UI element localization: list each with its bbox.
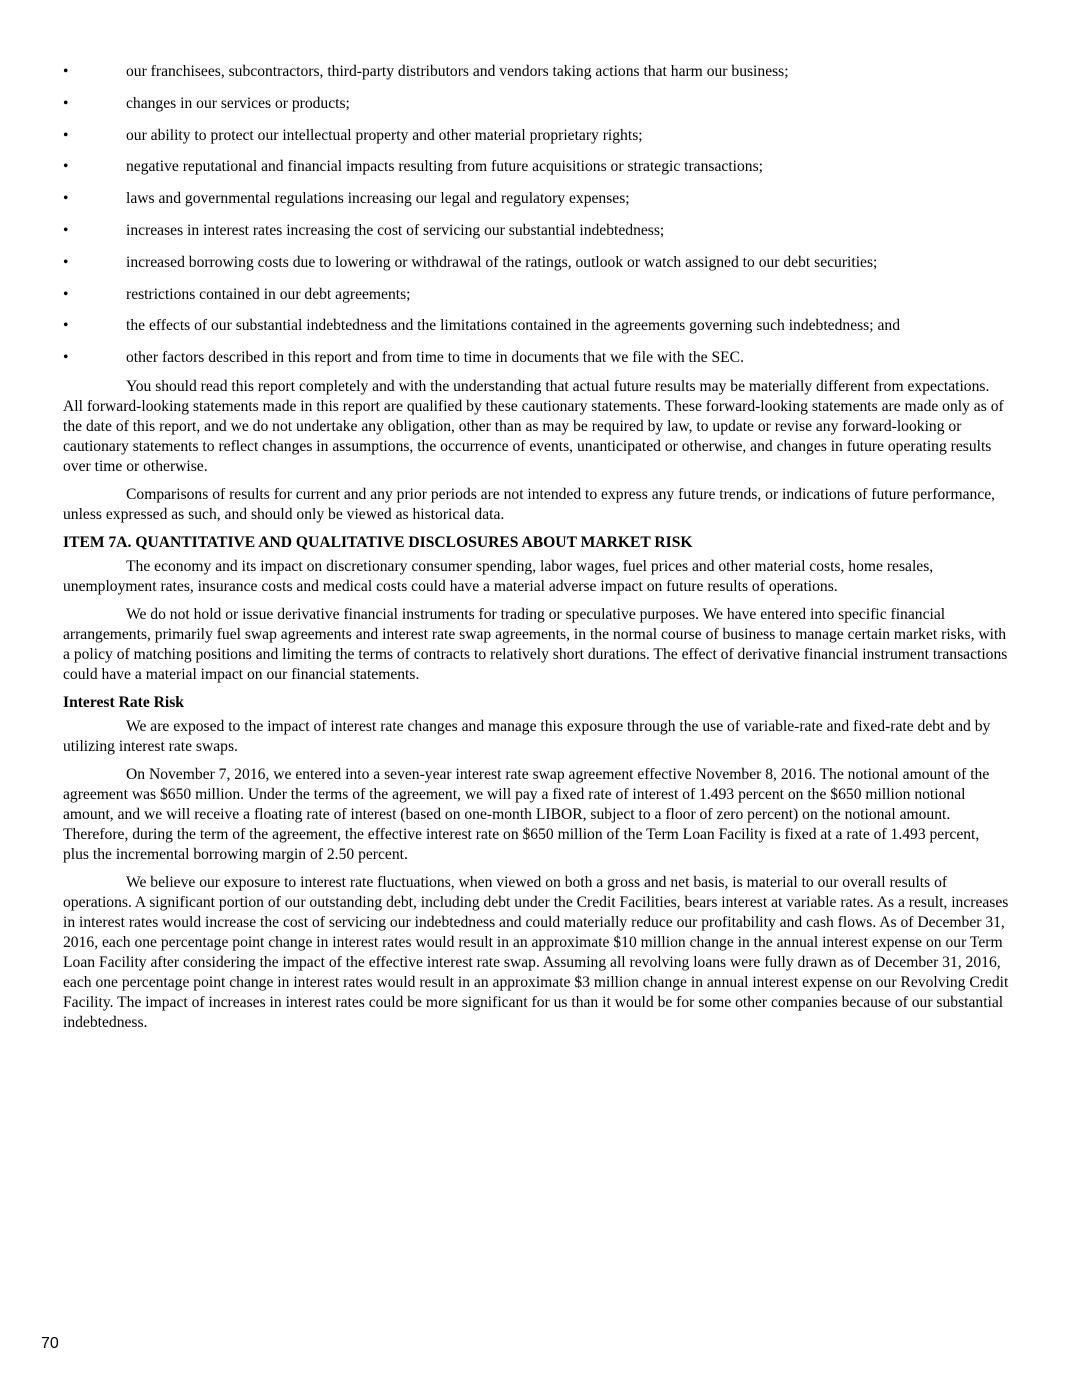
list-item [63, 126, 1009, 146]
bullet-icon: • [63, 317, 69, 335]
paragraph-exposure: We are exposed to the impact of interest rate changes and manage this exposure through the use of variable-rate and fixed-rate debt and by utilizing interest rate swaps. [63, 717, 991, 755]
bullet-icon: • [63, 190, 69, 208]
list-item [63, 62, 1009, 82]
list-item [63, 189, 1009, 209]
paragraph-rate-fluctuations: We believe our exposure to interest rate fluctuations, when viewed on both a gross and net basis, is material to our overall results of operations. A significant portion of our outstanding debt, including debt under the Credit Facilities, bears interest at variable rates. As a result, increases in interest rates would increase the cost of servicing our indebtedness and could materially reduce our profitability and cash flows. As of December 31, 2016, each one percentage point change in interest rates would result in an approximate $10 million change in the annual interest expense on our Term Loan Facility after considering the impact of the effective interest rate swap. Assuming all revolving loans were fully drawn as of December 31, 2016, each one percentage point change in interest rates would result in an approximate $3 million change in annual interest expense on our Revolving Credit Facility. The impact of increases in interest rates could be more significant for us than it would be for some other companies because of our substantial indebtedness. [63, 873, 1009, 1031]
list-item [63, 316, 1009, 336]
bullet-icon: • [63, 94, 69, 112]
bullet-text: restrictions contained in our debt agreements; [126, 285, 411, 303]
list-item [63, 285, 1009, 305]
bullet-text: laws and governmental regulations increasing our legal and regulatory expenses; [126, 190, 630, 208]
document-page [63, 62, 1009, 1041]
bullet-text: negative reputational and financial impacts resulting from future acquisitions or strategic transactions; [126, 158, 763, 176]
page-number: 70 [41, 1335, 59, 1352]
bullet-icon: • [63, 63, 69, 80]
bullet-text: our ability to protect our intellectual property and other material proprietary rights; [126, 126, 643, 144]
paragraph-derivatives: We do not hold or issue derivative financial instruments for trading or speculative purposes. We have entered into specific financial arrangements, primarily fuel swap agreements and interest rate swap agreements, in the normal course of business to manage certain market risks, with a policy of matching positions and limiting the terms of contracts to relatively short durations. The effect of derivative financial instrument transactions could have a material impact on our financial statements. [63, 605, 1008, 683]
bullet-text: the effects of our substantial indebtedness and the limitations contained in the agreements governing such indebtedness; and [126, 317, 900, 335]
bullet-icon: • [63, 126, 69, 144]
bullet-text: our franchisees, subcontractors, third-party distributors and vendors taking actions that harm our business; [126, 63, 789, 80]
bullet-text: increased borrowing costs due to lowering or withdrawal of the ratings, outlook or watch assigned to our debt securities; [126, 253, 878, 271]
bullet-icon: • [63, 285, 69, 303]
risk-factor-list [63, 62, 1009, 368]
list-item [63, 221, 1009, 241]
list-item [63, 157, 1009, 177]
section-heading-item-7a: ITEM 7A. QUANTITATIVE AND QUALITATIVE DISCLOSURES ABOUT MARKET RISK [63, 533, 693, 551]
subheading-interest-rate-risk: Interest Rate Risk [63, 693, 184, 711]
bullet-icon: • [63, 158, 69, 176]
paragraph-swap-agreement: On November 7, 2016, we entered into a seven-year interest rate swap agreement effective November 8, 2016. The notional amount of the agreement was $650 million. Under the terms of the agreement, we will pay a fixed rate of interest of 1.493 percent on the $650 million notional amount, and we will receive a floating rate of interest (based on one-month LIBOR, subject to a floor of zero percent) on the notional amount. Therefore, during the term of the agreement, the effective interest rate on $650 million of the Term Loan Facility is fixed at a rate of 1.493 percent, plus the incremental borrowing margin of 2.50 percent. [63, 765, 990, 863]
paragraph-forward-looking: You should read this report completely and with the understanding that actual future results may be materially different from expectations. All forward-looking statements made in this report are qualified by these cautionary statements. These forward-looking statements are made only as of the date of this report, and we do not undertake any obligation, other than as may be required by law, to update or revise any forward-looking or cautionary statements to reflect changes in assumptions, the occurrence of events, unanticipated or otherwise, and changes in future operating results over time or otherwise. [63, 377, 1004, 475]
bullet-text: increases in interest rates increasing the cost of servicing our substantial indebtedness; [126, 221, 665, 239]
list-item [63, 94, 1009, 114]
bullet-icon: • [63, 349, 69, 367]
bullet-text: other factors described in this report and from time to time in documents that we file with the SEC. [126, 349, 744, 367]
list-item [63, 253, 1009, 273]
bullet-text: changes in our services or products; [126, 94, 350, 112]
bullet-icon: • [63, 253, 69, 271]
bullet-icon: • [63, 221, 69, 239]
list-item [63, 348, 1009, 368]
paragraph-economy: The economy and its impact on discretionary consumer spending, labor wages, fuel prices and other material costs, home resales, unemployment rates, insurance costs and medical costs could have a material adverse impact on future results of operations. [63, 557, 934, 595]
paragraph-comparisons: Comparisons of results for current and any prior periods are not intended to express any future trends, or indications of future performance, unless expressed as such, and should only be viewed as historical data. [63, 485, 996, 523]
